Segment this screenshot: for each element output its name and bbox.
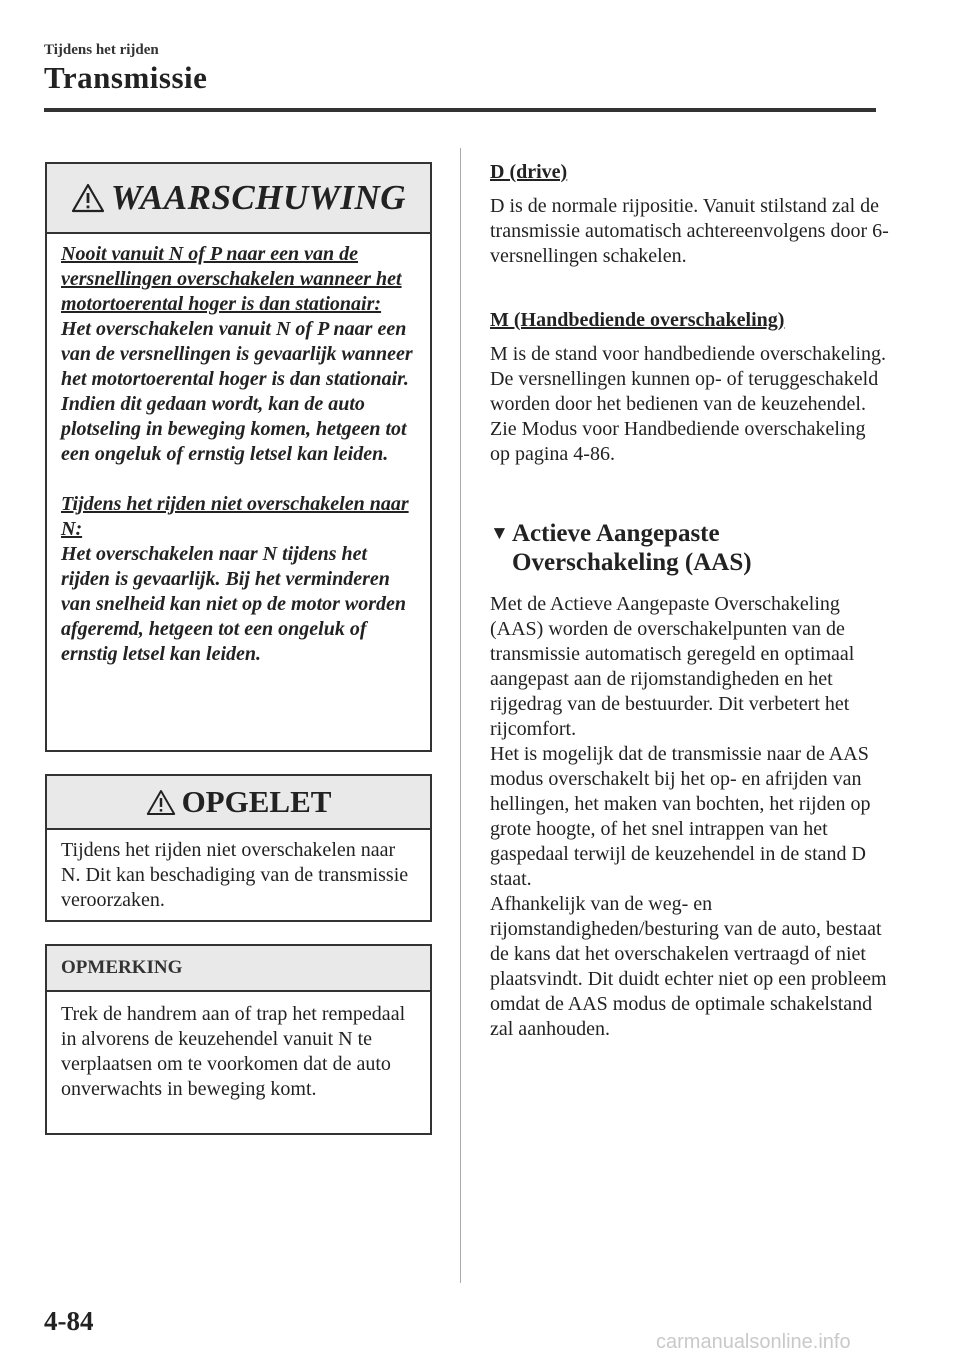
warning-body <box>47 234 430 681</box>
warning-item1-title: Nooit vanuit N of P naar een van de versnellingen overschakelen wanneer het motortoerental hoger is dan stationair: <box>61 243 402 315</box>
section-kicker: Tijdens het rijden <box>44 42 159 58</box>
aas-heading-line2: Overschakeling (AAS) <box>512 549 752 576</box>
note-heading: OPMERKING <box>61 957 183 978</box>
warning-triangle-icon <box>71 183 105 213</box>
aas-heading <box>490 519 890 577</box>
drive-heading: D (drive) <box>490 161 568 183</box>
section-marker-icon: ▼ <box>490 523 509 544</box>
column-divider <box>460 148 461 1283</box>
aas-para-1: Met de Actieve Aangepaste Overschakeling (AAS) worden de overschakelpunten van de transmissie automatisch geregeld en optimaal aangepast aan de rijomstandigheden en het rijgedrag van de bestuurder. Dit verbetert het rijcomfort. <box>490 593 855 740</box>
manual-text-2: Zie Modus voor Handbediende overschakeling op pagina 4-86. <box>490 418 866 465</box>
watermark: carmanualsonline.info <box>656 1331 851 1353</box>
page-title: Transmissie <box>44 60 208 95</box>
warning-box <box>45 162 432 752</box>
caution-heading: OPGELET <box>181 784 332 819</box>
manual-section <box>490 308 890 467</box>
note-header <box>47 946 430 992</box>
warning-header <box>47 164 430 234</box>
caution-triangle-icon <box>146 789 176 816</box>
note-box <box>45 944 432 1135</box>
aas-para-3: Afhankelijk van de weg- en rijomstandigheden/besturing van de auto, bestaat de kans dat het overschakelen vertraagd of niet plaatsvindt. Dit duidt echter niet op een probleem omdat de AAS modus de optimale schakelstand zal aanhouden. <box>490 893 887 1040</box>
aas-heading-line1: Actieve Aangepaste <box>512 520 720 547</box>
caution-header <box>47 776 430 830</box>
note-text: Trek de handrem aan of trap het rempedaal in alvorens de keuzehendel vanuit N te verplaatsen om te voorkomen dat de auto onverwachts in beweging komt. <box>61 1003 406 1100</box>
aas-para-2: Het is mogelijk dat de transmissie naar de AAS modus overschakelt bij het op- en afrijden van hellingen, het maken van bochten, het rijden op grote hoogte, of het snel intrappen van het gaspedaal terwijl de keuzehendel in de stand D staat. <box>490 743 871 890</box>
manual-text-1: M is de stand voor handbediende overschakeling. De versnellingen kunnen op- of teruggeschakeld worden door het bedienen van de keuzehendel. <box>490 343 887 415</box>
title-rule <box>44 108 876 112</box>
drive-section <box>490 160 890 269</box>
warning-item1-text: Het overschakelen vanuit N of P naar een van de versnellingen is gevaarlijk wanneer het motortoerental hoger is dan stationair. Indien dit gedaan wordt, kan de auto plotseling in beweging komen, hetgeen tot een ongeluk of ernstig letsel kan leiden. <box>61 318 413 465</box>
manual-heading: M (Handbediende overschakeling) <box>490 309 785 331</box>
caution-box <box>45 774 432 922</box>
warning-item2-text: Het overschakelen naar N tijdens het rijden is gevaarlijk. Bij het verminderen van snelheid kan niet op de motor worden afgeremd, hetgeen tot een ongeluk of ernstig letsel kan leiden. <box>61 543 407 665</box>
warning-item2-title: Tijdens het rijden niet overschakelen naar N: <box>61 493 409 540</box>
page-number: 4-84 <box>44 1306 94 1336</box>
drive-text: D is de normale rijpositie. Vanuit stilstand zal de transmissie automatisch achtereenvolgens door 6-versnellingen schakelen. <box>490 195 889 267</box>
caution-text: Tijdens het rijden niet overschakelen naar N. Dit kan beschadiging van de transmissie veroorzaken. <box>61 839 409 911</box>
warning-heading: WAARSCHUWING <box>110 178 407 217</box>
aas-section <box>490 519 890 1042</box>
